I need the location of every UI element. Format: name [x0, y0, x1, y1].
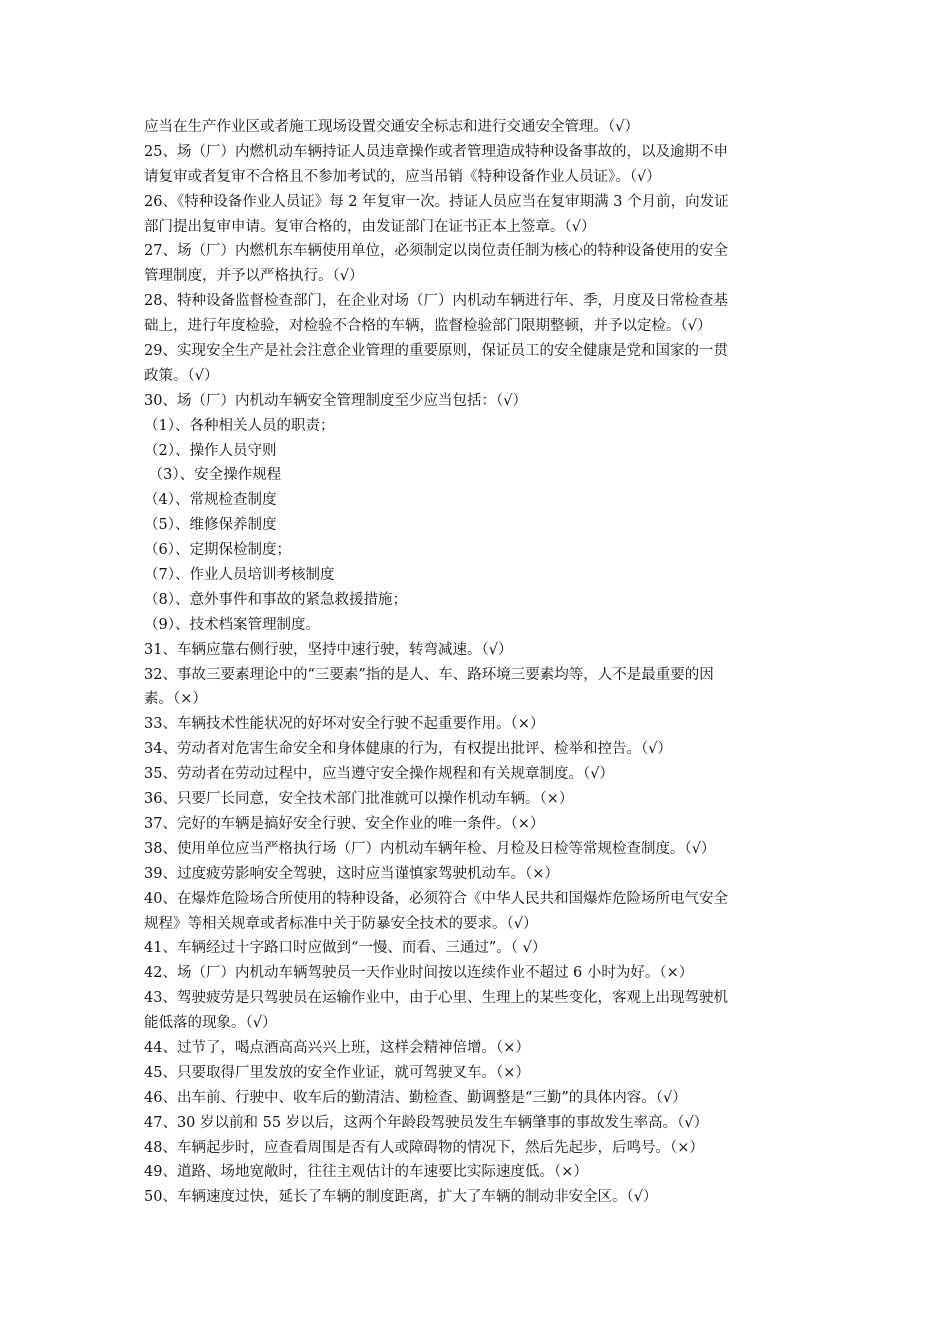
text-line: 50、车辆速度过快，延长了车辆的制度距离，扩大了车辆的制动非安全区。（√）: [144, 1189, 658, 1206]
text-line: （2）、操作人员守则: [144, 442, 277, 459]
text-line: 41、车辆经过十字路口时应做到“一慢、而看、三通过”。（ √）: [144, 940, 547, 957]
text-line: 47、30 岁以前和 55 岁以后，这两个年龄段驾驶员发生车辆肇事的事故发生率高。（√）: [144, 1114, 709, 1131]
text-line: 48、车辆起步时，应查看周围是否有人或障碍物的情况下，然后先起步，后鸣号。（×）: [144, 1139, 704, 1156]
text-line: 44、过节了，喝点酒高高兴兴上班，这样会精神倍增。（×）: [144, 1039, 530, 1056]
text-line: （6）、定期保检制度；: [144, 542, 291, 559]
text-line: 31、车辆应靠右侧行驶，坚持中速行驶，转弯减速。（√）: [144, 641, 513, 658]
text-line: 40、在爆炸危险场合所使用的特种设备，必须符合《中华人民共和国爆炸危险场所电气安全: [144, 890, 728, 907]
text-line: 25、场（厂）内燃机动车辆持证人员违章操作或者管理造成特种设备事故的，以及逾期不申: [144, 143, 728, 160]
text-line: 34、劳动者对危害生命安全和身体健康的行为，有权提出批评、检举和控告。（√）: [144, 741, 672, 758]
text-line: 46、出车前、行驶中、收车后的勤清洁、勤检查、勤调整是“三勤”的具体内容。（√）: [144, 1089, 687, 1106]
text-line: 26、《特种设备作业人员证》每 2 年复审一次。持证人员应当在复审期满 3 个月前，向发证: [144, 193, 729, 210]
text-line: 49、道路、场地宽敞时，往往主观估计的车速要比实际速度低。（×）: [144, 1164, 588, 1181]
text-line: 部门提出复审申请。复审合格的，由发证部门在证书正本上签章。（√）: [144, 218, 596, 235]
text-line: 规程》等相关规章或者标准中关于防暴安全技术的要求。（√）: [144, 915, 538, 932]
text-line: 应当在生产作业区或者施工现场设置交通安全标志和进行交通安全管理。（√）: [144, 119, 639, 135]
text-line: 37、完好的车辆是搞好安全行驶、安全作业的唯一条件。（×）: [144, 815, 545, 832]
text-line: （4）、常规检查制度: [144, 492, 277, 509]
text-line: （7）、作业人员培训考核制度: [144, 567, 335, 584]
text-line: （5）、维修保养制度: [144, 517, 277, 534]
text-line: 32、事故三要素理论中的“三要素”指的是人、车、路环境三要素均等，人不是最重要的因: [144, 666, 714, 683]
text-line: 38、使用单位应当严格执行场（厂）内机动车辆年检、月检及日检等常规检查制度。（√）: [144, 840, 716, 857]
text-line: 30、场（厂）内机动车辆安全管理制度至少应当包括：（√）: [144, 392, 527, 409]
text-line: 39、过度疲劳影响安全驾驶，这时应当谨慎家驾驶机动车。（×）: [144, 865, 559, 882]
text-line: （8）、意外事件和事故的紧急救援措施；: [144, 591, 407, 608]
text-line: 础上，进行年度检验，对检验不合格的车辆，监督检验部门限期整顿，并予以定检。（√）: [144, 318, 712, 335]
text-line: 33、车辆技术性能状况的好坏对安全行驶不起重要作用。（×）: [144, 716, 545, 733]
text-line: 28、特种设备监督检查部门，在企业对场（厂）内机动车辆进行年、季，月度及日常检查基: [144, 293, 728, 310]
text-line: 请复审或者复审不合格且不参加考试的，应当吊销《特种设备作业人员证》。（√）: [144, 168, 661, 185]
text-line: 管理制度，并予以严格执行。（√）: [144, 268, 364, 285]
text-line: 素。（×）: [144, 691, 207, 708]
text-line: 45、只要取得厂里发放的安全作业证，就可驾驶叉车。（×）: [144, 1064, 530, 1081]
text-line: 43、驾驶疲劳是只驾驶员在运输作业中，由于心里、生理上的某些变化，客观上出现驾驶机: [144, 990, 728, 1007]
document-page: [144, 115, 816, 1210]
text-line: 政策。（√）: [144, 367, 219, 384]
text-line: 27、场（厂）内燃机东车辆使用单位，必须制定以岗位责任制为核心的特种设备使用的安全: [144, 243, 728, 260]
text-line: （9）、技术档案管理制度。: [144, 616, 320, 633]
text-line: 36、只要厂长同意，安全技术部门批准就可以操作机动车辆。（×）: [144, 791, 574, 808]
text-line: （1）、各种相关人员的职责；: [144, 417, 335, 434]
text-line: 29、实现安全生产是社会注意企业管理的重要原则，保证员工的安全健康是党和国家的一贯: [144, 343, 728, 360]
text-line: 42、场（厂）内机动车辆驾驶员一天作业时间按以连续作业不超过 6 小时为好。（×）: [144, 965, 694, 982]
text-line: （3）、安全操作规程: [144, 467, 282, 484]
text-line: 能低落的现象。（√）: [144, 1015, 277, 1032]
text-line: 35、劳动者在劳动过程中，应当遵守安全操作规程和有关规章制度。（√）: [144, 766, 614, 783]
